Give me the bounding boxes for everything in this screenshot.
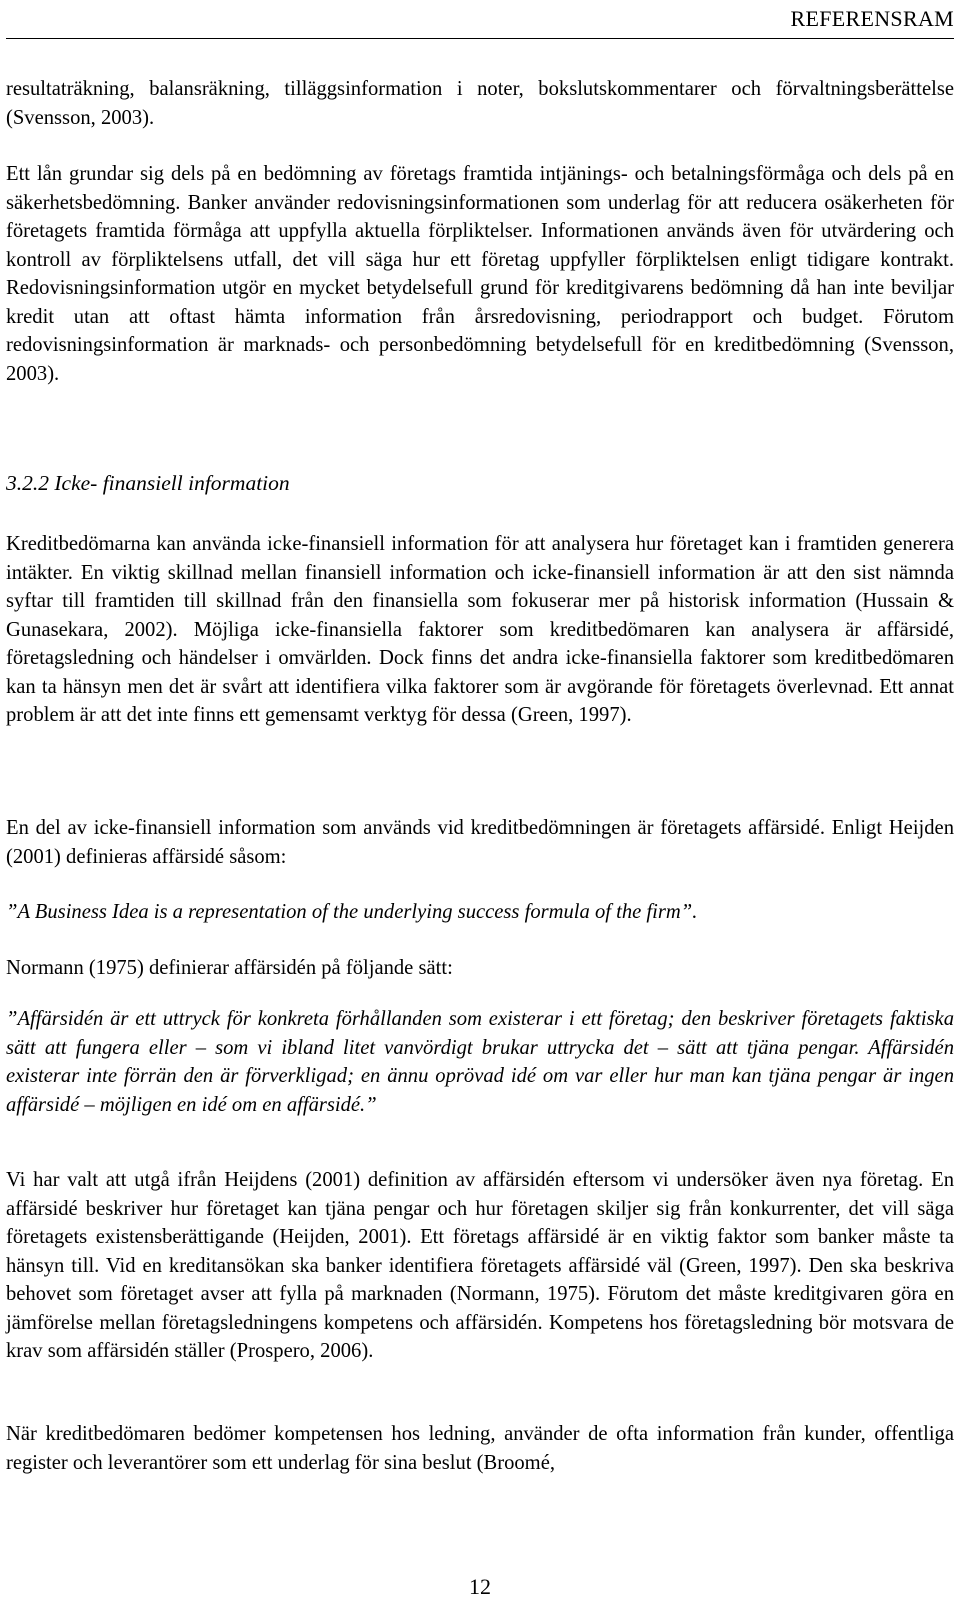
paragraph-4	[6, 814, 954, 871]
paragraph-text: När kreditbedömaren bedömer kompetensen hos ledning, använder de ofta information från kunder, offentliga register och leverantörer som ett underlag för sina beslut (Broomé,	[6, 1423, 954, 1474]
paragraph-text: Ett lån grundar sig dels på en bedömning av företags framtida intjänings- och betalningsförmåga och dels på en säkerhetsbedömning. Banker använder redovisningsinformationen som underlag för att reducera osäkerheten för företagets framtida förmåga att uppfylla aktuella förpliktelser. Informationen används även för utvärdering och kontroll av förpliktelsens utfall, det vill säga hur ett företag uppfyller förpliktelsen enligt tidigare kontrakt. Redovisningsinformation utgör en mycket betydelsefull grund för kreditgivarens bedömning då han inte beviljar kredit utan att oftast hämta information från årsredovisning, periodrapport och budget. Förutom redovisningsinformation är marknads- och personbedömning betydelsefull för en kreditbedömning (Svensson, 2003).	[6, 163, 954, 385]
paragraph-1	[6, 75, 954, 132]
paragraph-3	[6, 530, 954, 730]
paragraph-text: Kreditbedömarna kan använda icke-finansiell information för att analysera hur företaget kan i framtiden generera intäkter. En viktig skillnad mellan finansiell information och icke-finansiell information är att den sist nämnda syftar till framtiden till skillnad från den finansiella som fokuserar mer på historisk information (Hussain & Gunasekara, 2002). Möjliga icke-finansiella faktorer som kreditbedömaren kan analysera är affärsidé, företagsledning och händelser i omvärlden. Dock finns det andra icke-finansiella faktorer som kreditbedömaren kan ta hänsyn men det är svårt att identifiera vilka faktorer som är avgörande för företagets överlevnad. Ett annat problem är att det inte finns ett gemensamt verktyg för dessa (Green, 1997).	[6, 533, 954, 726]
section-heading: 3.2.2 Icke- finansiell information	[6, 471, 290, 495]
block-quote-normann: ”Affärsidén är ett uttryck för konkreta förhållanden som existerar i ett företag; den beskriver företagets faktiska sätt att fungera eller – som vi ibland litet vanvördigt brukar uttrycka det – sätt att tjäna pengar. Affärsidén existerar inte förrän den är förverkligad; en ännu oprövad idé om var eller hur man kan tjäna pengar är ingen affärsidé – möjligen en idé om en affärsidé.”	[6, 1008, 954, 1116]
paragraph-7	[6, 1420, 954, 1477]
paragraph-text: Normann (1975) definierar affärsidén på följande sätt:	[6, 957, 453, 979]
paragraph-2	[6, 160, 954, 388]
block-quote-heijden: ”A Business Idea is a representation of the underlying success formula of the firm”.	[6, 901, 698, 923]
paragraph-6	[6, 1166, 954, 1366]
running-header: REFERENSRAM	[790, 6, 954, 31]
header-rule	[6, 38, 954, 39]
paragraph-text: En del av icke-finansiell information som används vid kreditbedömningen är företagets affärsidé. Enligt Heijden (2001) definieras affärsidé såsom:	[6, 817, 954, 868]
page-number: 12	[469, 1574, 491, 1599]
paragraph-text: Vi har valt att utgå ifrån Heijdens (2001) definition av affärsidén eftersom vi undersöker även nya företag. En affärsidé beskriver hur företaget kan tjäna pengar och hur företagen skiljer sig från konkurrenter, det vill säga företagets existensberättigande (Heijden, 2001). Ett företags affärsidé är en viktig faktor som banker måste ta hänsyn till. Vid en kreditansökan ska banker identifiera företagets affärsidé väl (Green, 1997). Den ska beskriva behovet som företaget avser att fylla på marknaden (Normann, 1975). Förutom det måste kreditgivaren göra en jämförelse mellan företagsledningens kompetens och affärsidén. Kompetens hos företagsledning bör motsvara de krav som affärsidén ställer (Prospero, 2006).	[6, 1169, 954, 1362]
paragraph-5	[6, 954, 954, 983]
paragraph-text: resultaträkning, balansräkning, tilläggsinformation i noter, bokslutskommentarer och förvaltningsberättelse (Svensson, 2003).	[6, 78, 954, 129]
